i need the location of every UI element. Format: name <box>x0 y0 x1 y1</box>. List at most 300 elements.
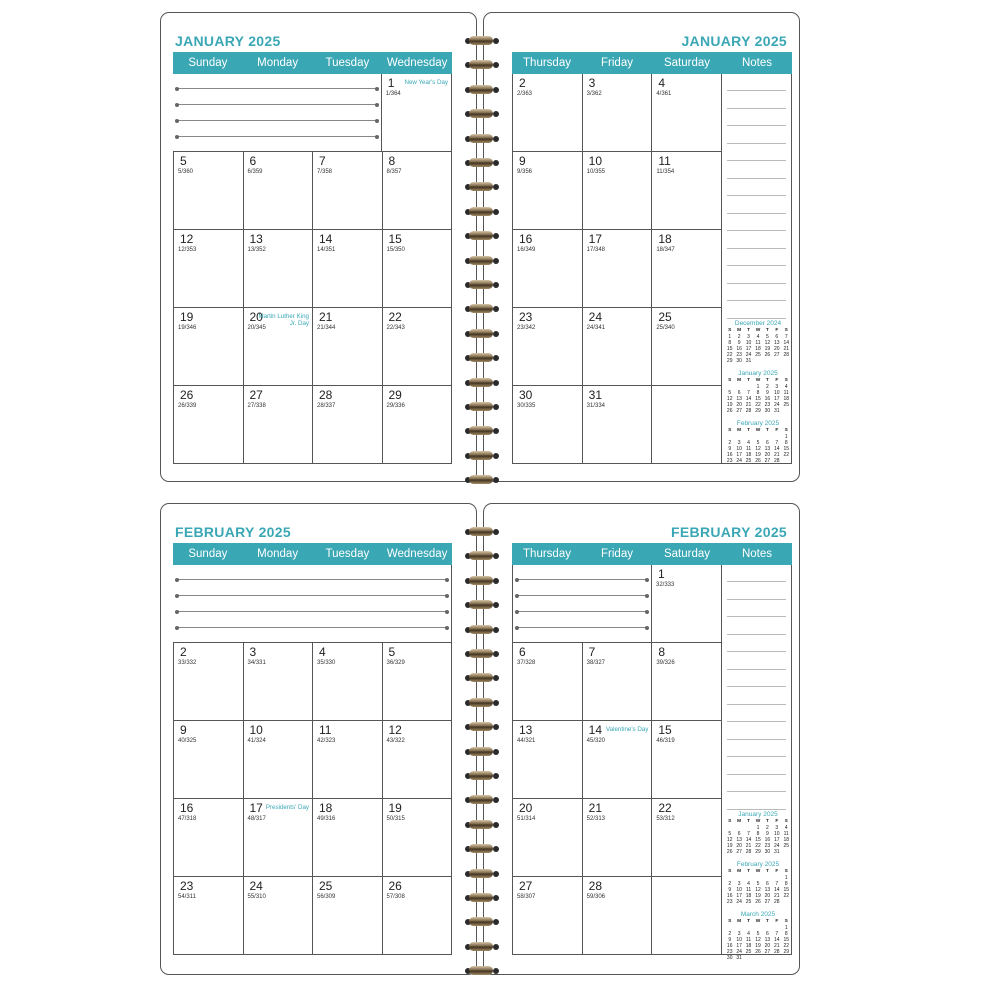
ruled-line <box>177 104 377 105</box>
binding-coil <box>468 964 496 978</box>
day-cell[interactable] <box>382 721 453 799</box>
mini-calendar-row <box>725 358 791 364</box>
coil-ring <box>469 280 493 289</box>
day-number: 13 <box>519 723 533 737</box>
day-cell[interactable] <box>582 74 652 152</box>
coil-hole <box>493 700 499 706</box>
day-cell[interactable] <box>173 799 243 877</box>
day-cell[interactable] <box>512 74 582 152</box>
coil-ring <box>469 475 493 484</box>
day-cell[interactable] <box>382 152 453 230</box>
mini-day: 19 <box>726 402 733 408</box>
day-cell[interactable] <box>243 230 313 308</box>
day-number: 6 <box>249 154 257 168</box>
week-row <box>173 721 452 799</box>
mini-day: 7 <box>775 881 779 887</box>
coil-ring <box>469 698 493 707</box>
mini-weekday: S <box>728 328 732 333</box>
mini-day: 10 <box>774 831 780 837</box>
note-line <box>727 809 786 810</box>
day-cell[interactable] <box>381 74 452 152</box>
day-number: 18 <box>658 232 672 246</box>
mini-day: 7 <box>784 334 788 340</box>
month-title: JANUARY 2025 <box>175 33 281 49</box>
coil-hole <box>493 529 499 535</box>
coil-ring <box>469 182 493 191</box>
binding-coil <box>468 278 496 292</box>
day-cell[interactable] <box>382 799 453 877</box>
day-number: 11 <box>319 723 332 737</box>
day-of-year: 47/318 <box>178 816 197 822</box>
mini-day: 13 <box>736 837 742 843</box>
mini-calendar-title: March 2025 <box>740 911 776 918</box>
binding-coil <box>468 720 496 734</box>
mini-calendar-title: February 2025 <box>736 420 780 427</box>
mini-day: 16 <box>726 893 733 899</box>
day-cell[interactable] <box>512 643 582 721</box>
mini-day: 31 <box>745 358 752 364</box>
note-line <box>727 125 786 126</box>
binding-coil <box>468 107 496 121</box>
mini-weekday: S <box>728 819 732 824</box>
mini-weekday: S <box>728 428 732 433</box>
mini-day: 6 <box>766 931 769 937</box>
note-line <box>727 283 786 284</box>
lines-area[interactable] <box>173 565 452 643</box>
mini-day: 22 <box>755 402 761 408</box>
day-of-year: 28/337 <box>317 403 336 409</box>
day-cell[interactable] <box>512 721 582 799</box>
day-cell[interactable] <box>382 308 453 386</box>
mini-weekday: T <box>747 819 751 824</box>
mini-day: 7 <box>747 831 750 837</box>
day-cell[interactable] <box>243 643 313 721</box>
mini-day: 10 <box>736 887 742 893</box>
day-number: 13 <box>249 232 263 246</box>
mini-day: 1 <box>784 875 788 881</box>
day-of-year: 18/347 <box>656 247 675 253</box>
month-grid-right <box>512 543 792 961</box>
day-of-year: 43/322 <box>386 738 405 744</box>
mini-day: 8 <box>728 340 732 346</box>
mini-calendar-row <box>725 955 791 961</box>
weekday-label: Friday <box>601 548 633 560</box>
day-cell[interactable] <box>512 308 582 386</box>
month-title: FEBRUARY 2025 <box>175 524 291 540</box>
day-number: 5 <box>180 154 187 168</box>
day-cell[interactable] <box>312 643 382 721</box>
mini-weekday: T <box>747 428 751 433</box>
binding-coil <box>468 818 496 832</box>
binding-coil <box>468 574 496 588</box>
day-number: 3 <box>588 76 596 90</box>
coil-ring <box>469 625 493 634</box>
coil-hole <box>493 282 499 288</box>
day-of-year: 23/342 <box>517 325 536 331</box>
note-line <box>727 108 786 109</box>
mini-weekday: M <box>737 378 742 383</box>
mini-day: 11 <box>783 831 789 837</box>
day-cell[interactable] <box>651 308 722 386</box>
mini-day: 5 <box>756 440 760 446</box>
day-number: 8 <box>388 154 396 168</box>
day-of-year: 6/359 <box>247 169 263 175</box>
mini-day: 18 <box>783 396 790 402</box>
mini-day: 11 <box>755 340 761 346</box>
coil-hole <box>493 871 499 877</box>
mini-day: 7 <box>775 440 779 446</box>
mini-day: 11 <box>745 937 752 943</box>
day-cell[interactable] <box>582 308 652 386</box>
day-cell[interactable] <box>312 721 382 799</box>
day-number: 20 <box>519 801 533 815</box>
coil-ring <box>469 600 493 609</box>
coil-hole <box>493 627 499 633</box>
mini-calendar <box>725 370 791 414</box>
day-cell[interactable] <box>173 386 243 464</box>
ruled-line <box>517 579 647 580</box>
mini-day: 20 <box>736 843 742 849</box>
binding-coil <box>468 623 496 637</box>
mini-day: 17 <box>736 893 742 899</box>
coil-ring <box>469 771 493 780</box>
binding-coil <box>468 549 496 563</box>
mini-day: 5 <box>756 881 760 887</box>
day-number: 27 <box>249 388 263 402</box>
coil-ring <box>469 36 493 45</box>
mini-day: 14 <box>774 937 780 943</box>
mini-weekday: T <box>765 328 769 333</box>
day-number: 27 <box>519 879 533 893</box>
note-line <box>727 213 786 214</box>
notes-column[interactable] <box>722 74 792 464</box>
mini-day: 1 <box>784 434 788 440</box>
weekday-label: Sunday <box>188 57 228 69</box>
day-number: 11 <box>658 154 671 168</box>
weekday-label: Wednesday <box>386 548 448 560</box>
day-cell[interactable] <box>312 230 382 308</box>
binding-coil <box>468 205 496 219</box>
mini-day: 23 <box>764 402 771 408</box>
mini-day: 12 <box>764 340 771 346</box>
day-number: 21 <box>319 310 333 324</box>
day-cell[interactable] <box>651 230 722 308</box>
mini-day: 15 <box>726 346 733 352</box>
coil-ring <box>469 207 493 216</box>
day-cell[interactable] <box>173 643 243 721</box>
day-cell[interactable] <box>243 799 313 877</box>
day-cell[interactable] <box>312 877 382 955</box>
coil-ring <box>469 256 493 265</box>
day-cell[interactable] <box>243 877 313 955</box>
mini-calendar-title: December 2024 <box>734 320 782 327</box>
mini-calendar-title: January 2025 <box>738 370 778 377</box>
mini-day: 28 <box>745 408 752 414</box>
day-cell[interactable] <box>582 152 652 230</box>
day-cell[interactable] <box>382 386 453 464</box>
day-cell[interactable] <box>582 877 652 955</box>
mini-day: 15 <box>783 887 790 893</box>
weekday-header <box>512 52 792 74</box>
day-cell[interactable] <box>173 877 243 955</box>
mini-weekday: S <box>784 919 788 924</box>
coil-ring <box>469 527 493 536</box>
day-of-year: 46/319 <box>656 738 675 744</box>
day-cell[interactable] <box>382 230 453 308</box>
mini-day: 30 <box>764 849 771 855</box>
mini-day: 4 <box>784 825 788 831</box>
day-cell[interactable] <box>243 152 313 230</box>
week-row <box>173 877 452 955</box>
day-of-year: 26/339 <box>178 403 197 409</box>
mini-weekday: F <box>775 378 779 383</box>
mini-day: 11 <box>783 390 789 396</box>
ruled-line <box>177 627 447 628</box>
day-cell[interactable] <box>651 721 722 799</box>
day-cell[interactable] <box>582 386 652 464</box>
day-cell[interactable] <box>173 230 243 308</box>
mini-day: 15 <box>783 446 790 452</box>
mini-day: 28 <box>774 458 780 464</box>
day-number: 24 <box>588 310 603 324</box>
mini-day: 26 <box>726 408 733 414</box>
note-line <box>727 248 786 249</box>
day-of-year: 27/338 <box>247 403 266 409</box>
mini-weekday: S <box>728 378 732 383</box>
day-cell[interactable] <box>243 386 313 464</box>
day-of-year: 2/363 <box>517 91 533 97</box>
mini-day: 28 <box>783 352 790 358</box>
mini-calendar <box>725 911 791 961</box>
mini-day: 25 <box>755 352 761 358</box>
mini-day: 4 <box>784 384 788 390</box>
mini-day: 22 <box>755 843 761 849</box>
day-of-year: 53/312 <box>656 816 675 822</box>
day-cell[interactable] <box>651 799 722 877</box>
mini-day <box>753 358 762 364</box>
mini-day: 5 <box>728 831 732 837</box>
day-of-year: 31/334 <box>586 403 606 409</box>
day-of-year: 7/358 <box>317 169 333 175</box>
week-row <box>173 308 452 386</box>
weekday-label: Thursday <box>523 57 571 69</box>
mini-day: 28 <box>745 849 752 855</box>
coil-hole <box>493 822 499 828</box>
coil-ring <box>469 649 493 658</box>
day-number: 31 <box>588 388 603 402</box>
mini-day: 17 <box>774 837 780 843</box>
note-line <box>727 90 786 91</box>
day-of-year: 3/362 <box>586 91 602 97</box>
mini-day: 8 <box>784 931 788 937</box>
weekday-label: Saturday <box>663 57 711 69</box>
notes-column[interactable] <box>722 565 792 961</box>
mini-day: 25 <box>783 843 790 849</box>
mini-day: 8 <box>784 440 788 446</box>
week-row <box>512 230 722 308</box>
weekday-label: Notes <box>741 57 773 69</box>
mini-day: 23 <box>736 352 742 358</box>
mini-weekday: F <box>775 869 779 874</box>
mini-day: 21 <box>774 452 780 458</box>
day-cell[interactable] <box>312 386 382 464</box>
day-cell[interactable] <box>312 152 382 230</box>
day-of-year: 54/311 <box>178 894 196 900</box>
coil-ring <box>469 551 493 560</box>
mini-day: 6 <box>775 334 779 340</box>
lines-area[interactable] <box>512 565 651 643</box>
day-cell[interactable] <box>651 74 722 152</box>
mini-weekday: W <box>755 328 761 333</box>
day-of-year: 33/332 <box>178 660 197 666</box>
mini-day: 15 <box>783 937 790 943</box>
day-cell[interactable] <box>651 152 722 230</box>
mini-day: 4 <box>747 931 750 937</box>
day-cell[interactable] <box>173 152 243 230</box>
day-cell[interactable] <box>243 721 313 799</box>
ruled-line <box>177 595 447 596</box>
day-number: 22 <box>658 801 672 815</box>
day-number: 6 <box>519 645 526 659</box>
day-number: 20 <box>249 310 263 324</box>
mini-day: 18 <box>783 837 790 843</box>
day-of-year: 21/344 <box>317 325 336 331</box>
day-number: 4 <box>658 76 666 90</box>
binding-coil <box>468 525 496 539</box>
day-cell[interactable] <box>382 643 453 721</box>
mini-day: 19 <box>726 843 733 849</box>
coil-ring <box>469 134 493 143</box>
day-cell[interactable] <box>651 877 722 955</box>
mini-weekday: T <box>747 328 751 333</box>
day-of-year: 36/329 <box>386 660 405 666</box>
mini-day: 21 <box>745 402 752 408</box>
mini-day <box>772 955 781 961</box>
day-cell[interactable] <box>582 230 652 308</box>
coil-ring <box>469 576 493 585</box>
coil-hole <box>493 404 499 410</box>
mini-day: 26 <box>726 849 733 855</box>
day-of-year: 30/335 <box>517 403 536 409</box>
note-line <box>727 774 786 775</box>
day-cell[interactable] <box>512 230 582 308</box>
mini-weekday: M <box>737 819 742 824</box>
day-of-year: 40/325 <box>178 738 197 744</box>
mini-day: 13 <box>764 887 771 893</box>
binding-coil <box>468 940 496 954</box>
coil-ring <box>469 426 493 435</box>
day-of-year: 22/343 <box>386 325 405 331</box>
note-line <box>727 704 786 705</box>
planner-page-left <box>160 12 477 482</box>
mini-day: 9 <box>766 831 769 837</box>
binding-coil <box>468 83 496 97</box>
mini-weekday: T <box>765 819 769 824</box>
day-of-year: 9/356 <box>517 169 533 175</box>
day-number: 17 <box>249 801 263 815</box>
week-row <box>173 386 452 464</box>
day-cell[interactable] <box>243 308 313 386</box>
day-cell[interactable] <box>512 877 582 955</box>
day-number: 9 <box>180 723 187 737</box>
mini-calendar-title: February 2025 <box>736 861 780 868</box>
weekday-label: Monday <box>257 548 299 560</box>
mini-calendar <box>725 420 791 464</box>
mini-day: 20 <box>764 893 771 899</box>
coil-ring <box>469 158 493 167</box>
mini-day: 16 <box>736 346 742 352</box>
mini-day: 2 <box>766 825 769 831</box>
day-cell[interactable] <box>312 799 382 877</box>
day-cell[interactable] <box>173 721 243 799</box>
coil-hole <box>493 258 499 264</box>
day-cell[interactable] <box>582 799 652 877</box>
note-line <box>727 143 786 144</box>
day-number: 1 <box>658 567 665 581</box>
mini-day: 29 <box>726 358 733 364</box>
coil-ring <box>469 402 493 411</box>
mini-day: 23 <box>726 458 733 464</box>
mini-day <box>782 458 791 464</box>
mini-weekday: W <box>755 819 761 824</box>
mini-day: 13 <box>736 396 742 402</box>
week-row <box>173 799 452 877</box>
weekday-label: Sunday <box>188 548 228 560</box>
day-cell[interactable] <box>651 386 722 464</box>
day-cell[interactable] <box>582 721 652 799</box>
mini-day: 4 <box>747 881 750 887</box>
mini-day: 10 <box>745 340 752 346</box>
mini-day: 18 <box>745 452 752 458</box>
binding-coil <box>468 473 496 487</box>
mini-day: 9 <box>766 390 769 396</box>
day-cell[interactable] <box>651 643 722 721</box>
mini-day <box>782 358 791 364</box>
mini-day: 27 <box>736 849 742 855</box>
mini-day: 9 <box>728 937 732 943</box>
mini-day: 13 <box>764 446 771 452</box>
ruled-line <box>517 627 647 628</box>
mini-day: 31 <box>774 849 780 855</box>
coil-ring <box>469 378 493 387</box>
coil-hole <box>493 651 499 657</box>
mini-day: 2 <box>766 384 769 390</box>
day-cell[interactable] <box>312 308 382 386</box>
mini-day: 25 <box>745 899 752 905</box>
day-cell[interactable] <box>582 643 652 721</box>
mini-day: 24 <box>774 402 780 408</box>
mini-weekday: M <box>737 428 742 433</box>
lines-area[interactable] <box>173 74 381 152</box>
mini-day: 25 <box>745 949 752 955</box>
day-cell[interactable] <box>382 877 453 955</box>
day-cell[interactable] <box>173 308 243 386</box>
weekday-label: Wednesday <box>386 57 448 69</box>
mini-day: 20 <box>774 346 780 352</box>
day-cell[interactable] <box>651 565 722 643</box>
binding-coil <box>468 58 496 72</box>
day-cell[interactable] <box>512 152 582 230</box>
day-cell[interactable] <box>512 386 582 464</box>
holiday-label: Presidents' Day <box>265 804 309 811</box>
mini-weekday: W <box>755 428 761 433</box>
mini-day <box>763 955 772 961</box>
day-cell[interactable] <box>512 799 582 877</box>
day-number: 14 <box>588 723 603 737</box>
mini-day: 12 <box>755 937 761 943</box>
day-of-year: 13/352 <box>247 247 266 253</box>
binding-coil <box>468 34 496 48</box>
